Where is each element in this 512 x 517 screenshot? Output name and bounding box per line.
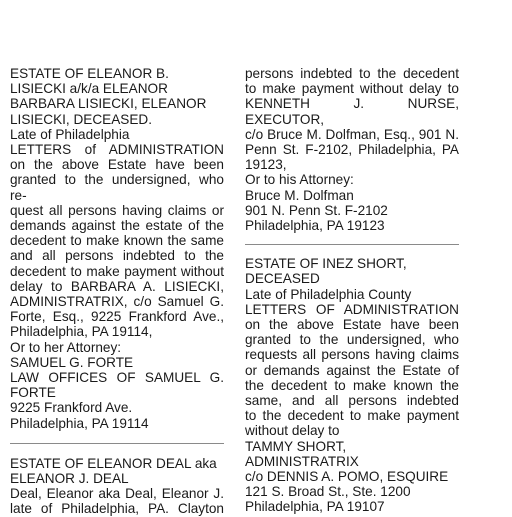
notice-divider xyxy=(245,244,459,245)
notice-text: KENNETH J. NURSE, EXECUTOR, xyxy=(245,96,459,127)
notice-text: LETTERS OF ADMINISTRATION xyxy=(245,301,459,317)
notice-heading: ESTATE OF ELEANOR B. xyxy=(10,66,169,81)
notice-continued xyxy=(245,66,459,233)
notice-text: or demands against the Estate of xyxy=(245,362,459,378)
notice-text: persons indebted to the decedent xyxy=(245,66,459,81)
notice-text: c/o Bruce M. Dolfman, Esq., 901 N. xyxy=(245,126,459,142)
attorney-firm: FORTE xyxy=(10,385,56,401)
attorney-address: Philadelphia, PA 19107 xyxy=(245,499,385,515)
left-column xyxy=(10,66,224,517)
notice-heading: ELEANOR J. DEAL xyxy=(10,471,129,487)
notice-text: demands against the estate of the xyxy=(10,218,224,234)
right-column xyxy=(245,66,459,515)
notice-heading: LISIECKI, DECEASED. xyxy=(10,111,153,127)
attorney-name: Bruce M. Dolfman xyxy=(245,187,354,203)
attorney-address: 9225 Frankford Ave. xyxy=(10,400,133,416)
notice-text: Or to his Attorney: xyxy=(245,172,354,188)
notice-text: Forte, Esq., 9225 Frankford Ave., xyxy=(10,309,224,325)
administrator-name: TAMMY SHORT, xyxy=(245,438,347,454)
notice-text: 19123, xyxy=(245,157,287,173)
notice-text: on the above Estate have been xyxy=(10,157,224,173)
notice-text: Deal, Eleanor aka Deal, Eleanor J. xyxy=(10,486,224,502)
notice-text: decedent to make payment without xyxy=(10,263,224,279)
notice-text: the decedent to make known the xyxy=(245,377,459,393)
notice-text: on the above Estate have been xyxy=(245,317,459,333)
notice-heading: LISIECKI a/k/a ELEANOR xyxy=(10,81,168,97)
notice-text: to make payment without delay to xyxy=(245,81,459,97)
notice-estate-inez-short xyxy=(245,256,459,514)
notice-text: Late of Philadelphia xyxy=(10,126,130,142)
notice-text: granted to the undersigned, who re- xyxy=(10,172,224,203)
notice-text: decedent to make known the same xyxy=(10,233,224,249)
notice-text: same, and all persons indebted xyxy=(245,393,459,409)
notice-heading: BARBARA LISIECKI, ELEANOR xyxy=(10,96,207,112)
notice-text: and all persons indebted to the xyxy=(10,248,224,264)
notice-text: Or to her Attorney: xyxy=(10,339,122,355)
notice-text: requests all persons having claims xyxy=(245,347,459,363)
notice-text: late of Philadelphia, PA. Clayton xyxy=(10,501,224,517)
attorney-name: SAMUEL G. FORTE xyxy=(10,354,134,370)
notice-text: to the decedent to make payment xyxy=(245,408,459,424)
notice-text: ADMINISTRATRIX, c/o Samuel G. xyxy=(10,294,224,310)
notice-text: LETTERS of ADMINISTRATION xyxy=(10,142,224,158)
notice-text: Philadelphia, PA 19114, xyxy=(10,324,153,340)
notice-heading: ESTATE OF ELEANOR DEAL aka xyxy=(10,455,217,471)
attorney-firm: LAW OFFICES OF SAMUEL G. xyxy=(10,370,224,386)
notice-estate-eleanor-lisiecki xyxy=(10,66,224,431)
attorney-name: c/o DENNIS A. POMO, ESQUIRE xyxy=(245,469,449,485)
notice-text: delay to BARBARA A. LISIECKI, xyxy=(10,278,224,294)
notice-heading: ESTATE OF INEZ SHORT, xyxy=(245,256,407,272)
notice-heading: DECEASED xyxy=(245,271,320,287)
notice-text: granted to the undersigned, who xyxy=(245,332,459,348)
notice-text: quest all persons having claims or xyxy=(10,202,224,218)
attorney-address: 121 S. Broad St., Ste. 1200 xyxy=(245,484,411,500)
administrator-title: ADMINISTRATRIX xyxy=(245,453,359,469)
attorney-address: Philadelphia, PA 19123 xyxy=(245,218,385,234)
notice-text: Late of Philadelphia County xyxy=(245,286,412,302)
notice-text: without delay to xyxy=(245,423,340,439)
notice-divider xyxy=(10,443,224,444)
attorney-address: 901 N. Penn St. F-2102 xyxy=(245,202,388,218)
notice-text: Penn St. F-2102, Philadelphia, PA xyxy=(245,142,459,158)
attorney-address: Philadelphia, PA 19114 xyxy=(10,415,149,431)
notice-estate-eleanor-deal xyxy=(10,456,224,517)
